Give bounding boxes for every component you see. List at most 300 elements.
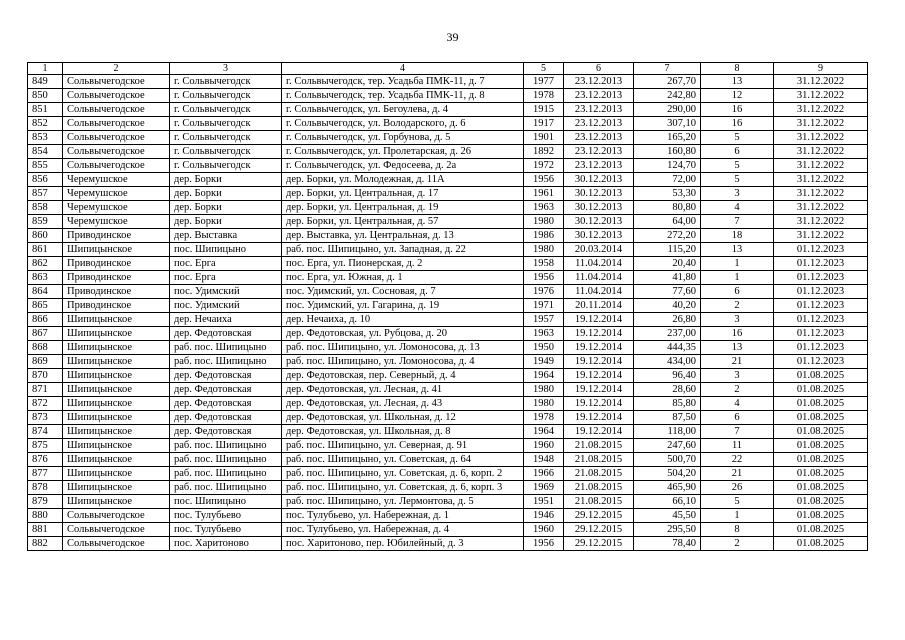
residents-cell: 4: [701, 201, 774, 215]
relocation-date-cell: 01.12.2023: [774, 299, 868, 313]
column-header: 9: [774, 63, 868, 75]
row-number-cell: 877: [28, 467, 63, 481]
column-header: 4: [282, 63, 524, 75]
row-number-cell: 867: [28, 327, 63, 341]
row-number-cell: 874: [28, 425, 63, 439]
settlement-cell: Черемушское: [63, 173, 170, 187]
year-built-cell: 1966: [524, 467, 564, 481]
residents-cell: 5: [701, 173, 774, 187]
settlement-cell: Приводинское: [63, 271, 170, 285]
recognition-date-cell: 21.08.2015: [564, 467, 634, 481]
recognition-date-cell: 30.12.2013: [564, 215, 634, 229]
relocation-date-cell: 31.12.2022: [774, 75, 868, 89]
table-row: [28, 523, 868, 537]
area-cell: 77,60: [634, 285, 701, 299]
area-cell: 28,60: [634, 383, 701, 397]
relocation-date-cell: 31.12.2022: [774, 103, 868, 117]
relocation-date-cell: 31.12.2022: [774, 159, 868, 173]
residents-cell: 3: [701, 187, 774, 201]
address-cell: дер. Федотовская, ул. Лесная, д. 43: [282, 397, 524, 411]
residents-cell: 12: [701, 89, 774, 103]
column-header: 2: [63, 63, 170, 75]
area-cell: 87,50: [634, 411, 701, 425]
settlement-cell: Шипицынское: [63, 397, 170, 411]
area-cell: 444,35: [634, 341, 701, 355]
year-built-cell: 1950: [524, 341, 564, 355]
locality-cell: г. Сольвычегодск: [170, 89, 282, 103]
locality-cell: дер. Борки: [170, 201, 282, 215]
address-cell: пос. Тулубьево, ул. Набережная, д. 4: [282, 523, 524, 537]
row-number-cell: 861: [28, 243, 63, 257]
recognition-date-cell: 30.12.2013: [564, 229, 634, 243]
relocation-date-cell: 01.12.2023: [774, 355, 868, 369]
recognition-date-cell: 23.12.2013: [564, 75, 634, 89]
row-number-cell: 856: [28, 173, 63, 187]
locality-cell: пос. Ерга: [170, 271, 282, 285]
residents-cell: 2: [701, 383, 774, 397]
settlement-cell: Шипицынское: [63, 327, 170, 341]
locality-cell: дер. Борки: [170, 173, 282, 187]
table-row: [28, 117, 868, 131]
area-cell: 45,50: [634, 509, 701, 523]
settlement-cell: Шипицынское: [63, 341, 170, 355]
year-built-cell: 1971: [524, 299, 564, 313]
recognition-date-cell: 19.12.2014: [564, 341, 634, 355]
year-built-cell: 1901: [524, 131, 564, 145]
recognition-date-cell: 29.12.2015: [564, 509, 634, 523]
row-number-cell: 872: [28, 397, 63, 411]
column-header: 5: [524, 63, 564, 75]
recognition-date-cell: 23.12.2013: [564, 103, 634, 117]
residents-cell: 2: [701, 537, 774, 551]
year-built-cell: 1958: [524, 257, 564, 271]
relocation-date-cell: 01.08.2025: [774, 481, 868, 495]
locality-cell: дер. Борки: [170, 187, 282, 201]
settlement-cell: Шипицынское: [63, 453, 170, 467]
address-cell: пос. Ерга, ул. Пионерская, д. 2: [282, 257, 524, 271]
residents-cell: 21: [701, 467, 774, 481]
locality-cell: раб. пос. Шипицыно: [170, 355, 282, 369]
address-cell: раб. пос. Шипицыно, ул. Ломоносова, д. 13: [282, 341, 524, 355]
residents-cell: 16: [701, 117, 774, 131]
recognition-date-cell: 23.12.2013: [564, 131, 634, 145]
row-number-cell: 880: [28, 509, 63, 523]
area-cell: 295,50: [634, 523, 701, 537]
recognition-date-cell: 11.04.2014: [564, 285, 634, 299]
settlement-cell: Сольвычегодское: [63, 537, 170, 551]
relocation-date-cell: 01.12.2023: [774, 243, 868, 257]
table-row: [28, 257, 868, 271]
relocation-date-cell: 01.08.2025: [774, 397, 868, 411]
residents-cell: 1: [701, 509, 774, 523]
settlement-cell: Черемушское: [63, 187, 170, 201]
area-cell: 165,20: [634, 131, 701, 145]
locality-cell: пос. Харитоново: [170, 537, 282, 551]
locality-cell: пос. Шипицыно: [170, 243, 282, 257]
relocation-date-cell: 01.12.2023: [774, 271, 868, 285]
row-number-cell: 863: [28, 271, 63, 285]
recognition-date-cell: 19.12.2014: [564, 327, 634, 341]
row-number-cell: 864: [28, 285, 63, 299]
recognition-date-cell: 29.12.2015: [564, 523, 634, 537]
table-row: [28, 131, 868, 145]
relocation-date-cell: 31.12.2022: [774, 201, 868, 215]
locality-cell: пос. Тулубьево: [170, 523, 282, 537]
address-cell: дер. Выставка, ул. Центральная, д. 13: [282, 229, 524, 243]
year-built-cell: 1961: [524, 187, 564, 201]
address-cell: раб. пос. Шипицыно, ул. Северная, д. 91: [282, 439, 524, 453]
address-cell: пос. Ерга, ул. Южная, д. 1: [282, 271, 524, 285]
settlement-cell: Черемушское: [63, 215, 170, 229]
settlement-cell: Сольвычегодское: [63, 117, 170, 131]
relocation-date-cell: 01.12.2023: [774, 285, 868, 299]
recognition-date-cell: 20.03.2014: [564, 243, 634, 257]
year-built-cell: 1972: [524, 159, 564, 173]
address-cell: раб. пос. Шипицыно, ул. Ломоносова, д. 4: [282, 355, 524, 369]
residents-cell: 7: [701, 215, 774, 229]
locality-cell: дер. Федотовская: [170, 327, 282, 341]
relocation-date-cell: 01.08.2025: [774, 537, 868, 551]
residents-cell: 16: [701, 327, 774, 341]
area-cell: 247,60: [634, 439, 701, 453]
table-row: [28, 103, 868, 117]
settlement-cell: Сольвычегодское: [63, 75, 170, 89]
header-row: [28, 63, 868, 75]
recognition-date-cell: 19.12.2014: [564, 397, 634, 411]
table-row: [28, 453, 868, 467]
row-number-cell: 850: [28, 89, 63, 103]
area-cell: 267,70: [634, 75, 701, 89]
table-row: [28, 271, 868, 285]
year-built-cell: 1956: [524, 173, 564, 187]
residents-cell: 13: [701, 243, 774, 257]
recognition-date-cell: 29.12.2015: [564, 537, 634, 551]
address-cell: дер. Федотовская, ул. Школьная, д. 12: [282, 411, 524, 425]
column-header: 6: [564, 63, 634, 75]
area-cell: 26,80: [634, 313, 701, 327]
address-cell: дер. Федотовская, ул. Лесная, д. 41: [282, 383, 524, 397]
settlement-cell: Приводинское: [63, 229, 170, 243]
locality-cell: пос. Шипицыно: [170, 495, 282, 509]
recognition-date-cell: 30.12.2013: [564, 173, 634, 187]
year-built-cell: 1948: [524, 453, 564, 467]
settlement-cell: Шипицынское: [63, 425, 170, 439]
locality-cell: дер. Выставка: [170, 229, 282, 243]
table-row: [28, 411, 868, 425]
relocation-date-cell: 01.08.2025: [774, 453, 868, 467]
address-cell: дер. Борки, ул. Молодежная, д. 11А: [282, 173, 524, 187]
recognition-date-cell: 23.12.2013: [564, 89, 634, 103]
recognition-date-cell: 19.12.2014: [564, 369, 634, 383]
locality-cell: пос. Тулубьево: [170, 509, 282, 523]
settlement-cell: Шипицынское: [63, 439, 170, 453]
row-number-cell: 869: [28, 355, 63, 369]
address-cell: г. Сольвычегодск, ул. Пролетарская, д. 26: [282, 145, 524, 159]
table-row: [28, 313, 868, 327]
locality-cell: пос. Ерга: [170, 257, 282, 271]
settlement-cell: Шипицынское: [63, 243, 170, 257]
residents-cell: 1: [701, 271, 774, 285]
settlement-cell: Приводинское: [63, 285, 170, 299]
column-header: 3: [170, 63, 282, 75]
residents-cell: 3: [701, 313, 774, 327]
recognition-date-cell: 19.12.2014: [564, 425, 634, 439]
year-built-cell: 1957: [524, 313, 564, 327]
table-row: [28, 285, 868, 299]
locality-cell: дер. Федотовская: [170, 425, 282, 439]
recognition-date-cell: 30.12.2013: [564, 201, 634, 215]
settlement-cell: Сольвычегодское: [63, 103, 170, 117]
housing-register-table: [27, 62, 868, 551]
residents-cell: 2: [701, 299, 774, 313]
row-number-cell: 859: [28, 215, 63, 229]
area-cell: 64,00: [634, 215, 701, 229]
year-built-cell: 1917: [524, 117, 564, 131]
address-cell: дер. Нечаиха, д. 10: [282, 313, 524, 327]
row-number-cell: 879: [28, 495, 63, 509]
settlement-cell: Шипицынское: [63, 481, 170, 495]
recognition-date-cell: 11.04.2014: [564, 271, 634, 285]
table-row: [28, 159, 868, 173]
area-cell: 242,80: [634, 89, 701, 103]
year-built-cell: 1946: [524, 509, 564, 523]
relocation-date-cell: 31.12.2022: [774, 229, 868, 243]
row-number-cell: 862: [28, 257, 63, 271]
relocation-date-cell: 01.12.2023: [774, 327, 868, 341]
row-number-cell: 852: [28, 117, 63, 131]
residents-cell: 16: [701, 103, 774, 117]
year-built-cell: 1960: [524, 439, 564, 453]
settlement-cell: Шипицынское: [63, 313, 170, 327]
relocation-date-cell: 01.08.2025: [774, 383, 868, 397]
address-cell: раб. пос. Шипицыно, ул. Советская, д. 6, корп. 3: [282, 481, 524, 495]
address-cell: дер. Борки, ул. Центральная, д. 19: [282, 201, 524, 215]
recognition-date-cell: 21.08.2015: [564, 481, 634, 495]
address-cell: г. Сольвычегодск, ул. Бегоулева, д. 4: [282, 103, 524, 117]
residents-cell: 13: [701, 75, 774, 89]
row-number-cell: 868: [28, 341, 63, 355]
locality-cell: дер. Нечаиха: [170, 313, 282, 327]
column-header: 7: [634, 63, 701, 75]
relocation-date-cell: 01.08.2025: [774, 369, 868, 383]
address-cell: г. Сольвычегодск, тер. Усадьба ПМК-11, д. 8: [282, 89, 524, 103]
address-cell: пос. Харитоново, пер. Юбилейный, д. 3: [282, 537, 524, 551]
settlement-cell: Сольвычегодское: [63, 159, 170, 173]
row-number-cell: 857: [28, 187, 63, 201]
table-row: [28, 341, 868, 355]
area-cell: 465,90: [634, 481, 701, 495]
year-built-cell: 1978: [524, 89, 564, 103]
year-built-cell: 1969: [524, 481, 564, 495]
area-cell: 118,00: [634, 425, 701, 439]
relocation-date-cell: 01.08.2025: [774, 411, 868, 425]
row-number-cell: 876: [28, 453, 63, 467]
area-cell: 40,20: [634, 299, 701, 313]
address-cell: дер. Борки, ул. Центральная, д. 17: [282, 187, 524, 201]
relocation-date-cell: 01.12.2023: [774, 313, 868, 327]
row-number-cell: 871: [28, 383, 63, 397]
relocation-date-cell: 01.08.2025: [774, 425, 868, 439]
year-built-cell: 1915: [524, 103, 564, 117]
area-cell: 20,40: [634, 257, 701, 271]
area-cell: 85,80: [634, 397, 701, 411]
table-row: [28, 75, 868, 89]
table-row: [28, 425, 868, 439]
row-number-cell: 878: [28, 481, 63, 495]
area-cell: 307,10: [634, 117, 701, 131]
area-cell: 66,10: [634, 495, 701, 509]
table-row: [28, 397, 868, 411]
recognition-date-cell: 19.12.2014: [564, 355, 634, 369]
address-cell: дер. Борки, ул. Центральная, д. 57: [282, 215, 524, 229]
settlement-cell: Сольвычегодское: [63, 523, 170, 537]
address-cell: раб. пос. Шипицыно, ул. Советская, д. 6, корп. 2: [282, 467, 524, 481]
settlement-cell: Сольвычегодское: [63, 145, 170, 159]
year-built-cell: 1963: [524, 327, 564, 341]
table-row: [28, 145, 868, 159]
area-cell: 80,80: [634, 201, 701, 215]
year-built-cell: 1980: [524, 243, 564, 257]
year-built-cell: 1964: [524, 369, 564, 383]
area-cell: 41,80: [634, 271, 701, 285]
area-cell: 115,20: [634, 243, 701, 257]
address-cell: г. Сольвычегодск, ул. Федосеева, д. 2а: [282, 159, 524, 173]
recognition-date-cell: 23.12.2013: [564, 159, 634, 173]
column-header: 1: [28, 63, 63, 75]
table-row: [28, 229, 868, 243]
relocation-date-cell: 01.08.2025: [774, 467, 868, 481]
row-number-cell: 870: [28, 369, 63, 383]
table-row: [28, 201, 868, 215]
settlement-cell: Шипицынское: [63, 495, 170, 509]
year-built-cell: 1980: [524, 215, 564, 229]
year-built-cell: 1980: [524, 397, 564, 411]
year-built-cell: 1956: [524, 271, 564, 285]
row-number-cell: 866: [28, 313, 63, 327]
residents-cell: 5: [701, 495, 774, 509]
row-number-cell: 858: [28, 201, 63, 215]
residents-cell: 8: [701, 523, 774, 537]
row-number-cell: 849: [28, 75, 63, 89]
relocation-date-cell: 31.12.2022: [774, 89, 868, 103]
relocation-date-cell: 31.12.2022: [774, 117, 868, 131]
table-row: [28, 467, 868, 481]
year-built-cell: 1986: [524, 229, 564, 243]
relocation-date-cell: 31.12.2022: [774, 131, 868, 145]
table-row: [28, 509, 868, 523]
year-built-cell: 1963: [524, 201, 564, 215]
recognition-date-cell: 30.12.2013: [564, 187, 634, 201]
address-cell: г. Сольвычегодск, ул. Горбунова, д. 5: [282, 131, 524, 145]
row-number-cell: 851: [28, 103, 63, 117]
residents-cell: 6: [701, 411, 774, 425]
residents-cell: 1: [701, 257, 774, 271]
relocation-date-cell: 01.08.2025: [774, 439, 868, 453]
row-number-cell: 860: [28, 229, 63, 243]
locality-cell: дер. Федотовская: [170, 411, 282, 425]
table-row: [28, 369, 868, 383]
area-cell: 124,70: [634, 159, 701, 173]
settlement-cell: Приводинское: [63, 257, 170, 271]
residents-cell: 4: [701, 397, 774, 411]
recognition-date-cell: 21.08.2015: [564, 453, 634, 467]
settlement-cell: Сольвычегодское: [63, 89, 170, 103]
relocation-date-cell: 31.12.2022: [774, 215, 868, 229]
recognition-date-cell: 21.08.2015: [564, 495, 634, 509]
residents-cell: 5: [701, 131, 774, 145]
table-row: [28, 187, 868, 201]
settlement-cell: Шипицынское: [63, 467, 170, 481]
settlement-cell: Шипицынское: [63, 369, 170, 383]
row-number-cell: 865: [28, 299, 63, 313]
address-cell: дер. Федотовская, ул. Рубцова, д. 20: [282, 327, 524, 341]
relocation-date-cell: 31.12.2022: [774, 145, 868, 159]
table-row: [28, 355, 868, 369]
year-built-cell: 1978: [524, 411, 564, 425]
row-number-cell: 873: [28, 411, 63, 425]
address-cell: раб. пос. Шипицыно, ул. Советская, д. 64: [282, 453, 524, 467]
residents-cell: 6: [701, 285, 774, 299]
table-row: [28, 327, 868, 341]
row-number-cell: 855: [28, 159, 63, 173]
year-built-cell: 1977: [524, 75, 564, 89]
table-row: [28, 495, 868, 509]
locality-cell: г. Сольвычегодск: [170, 117, 282, 131]
recognition-date-cell: 19.12.2014: [564, 383, 634, 397]
table-row: [28, 215, 868, 229]
address-cell: г. Сольвычегодск, тер. Усадьба ПМК-11, д. 7: [282, 75, 524, 89]
locality-cell: г. Сольвычегодск: [170, 131, 282, 145]
recognition-date-cell: 11.04.2014: [564, 257, 634, 271]
residents-cell: 21: [701, 355, 774, 369]
relocation-date-cell: 01.08.2025: [774, 495, 868, 509]
relocation-date-cell: 01.08.2025: [774, 523, 868, 537]
locality-cell: г. Сольвычегодск: [170, 103, 282, 117]
address-cell: пос. Удимский, ул. Гагарина, д. 19: [282, 299, 524, 313]
residents-cell: 7: [701, 425, 774, 439]
residents-cell: 3: [701, 369, 774, 383]
relocation-date-cell: 01.08.2025: [774, 509, 868, 523]
row-number-cell: 854: [28, 145, 63, 159]
area-cell: 96,40: [634, 369, 701, 383]
column-header: 8: [701, 63, 774, 75]
address-cell: дер. Федотовская, ул. Школьная, д. 8: [282, 425, 524, 439]
year-built-cell: 1976: [524, 285, 564, 299]
locality-cell: пос. Удимский: [170, 285, 282, 299]
recognition-date-cell: 19.12.2014: [564, 313, 634, 327]
address-cell: пос. Удимский, ул. Сосновая, д. 7: [282, 285, 524, 299]
settlement-cell: Шипицынское: [63, 411, 170, 425]
relocation-date-cell: 31.12.2022: [774, 187, 868, 201]
residents-cell: 26: [701, 481, 774, 495]
relocation-date-cell: 01.12.2023: [774, 257, 868, 271]
year-built-cell: 1964: [524, 425, 564, 439]
area-cell: 160,80: [634, 145, 701, 159]
address-cell: раб. пос. Шипицыно, ул. Лермонтова, д. 5: [282, 495, 524, 509]
locality-cell: раб. пос. Шипицыно: [170, 453, 282, 467]
relocation-date-cell: 31.12.2022: [774, 173, 868, 187]
settlement-cell: Шипицынское: [63, 355, 170, 369]
locality-cell: раб. пос. Шипицыно: [170, 341, 282, 355]
table-row: [28, 243, 868, 257]
locality-cell: дер. Федотовская: [170, 383, 282, 397]
address-cell: дер. Федотовская, пер. Северный, д. 4: [282, 369, 524, 383]
table-body: [28, 75, 868, 551]
recognition-date-cell: 19.12.2014: [564, 411, 634, 425]
locality-cell: дер. Федотовская: [170, 369, 282, 383]
area-cell: 53,30: [634, 187, 701, 201]
address-cell: г. Сольвычегодск, ул. Володарского, д. 6: [282, 117, 524, 131]
